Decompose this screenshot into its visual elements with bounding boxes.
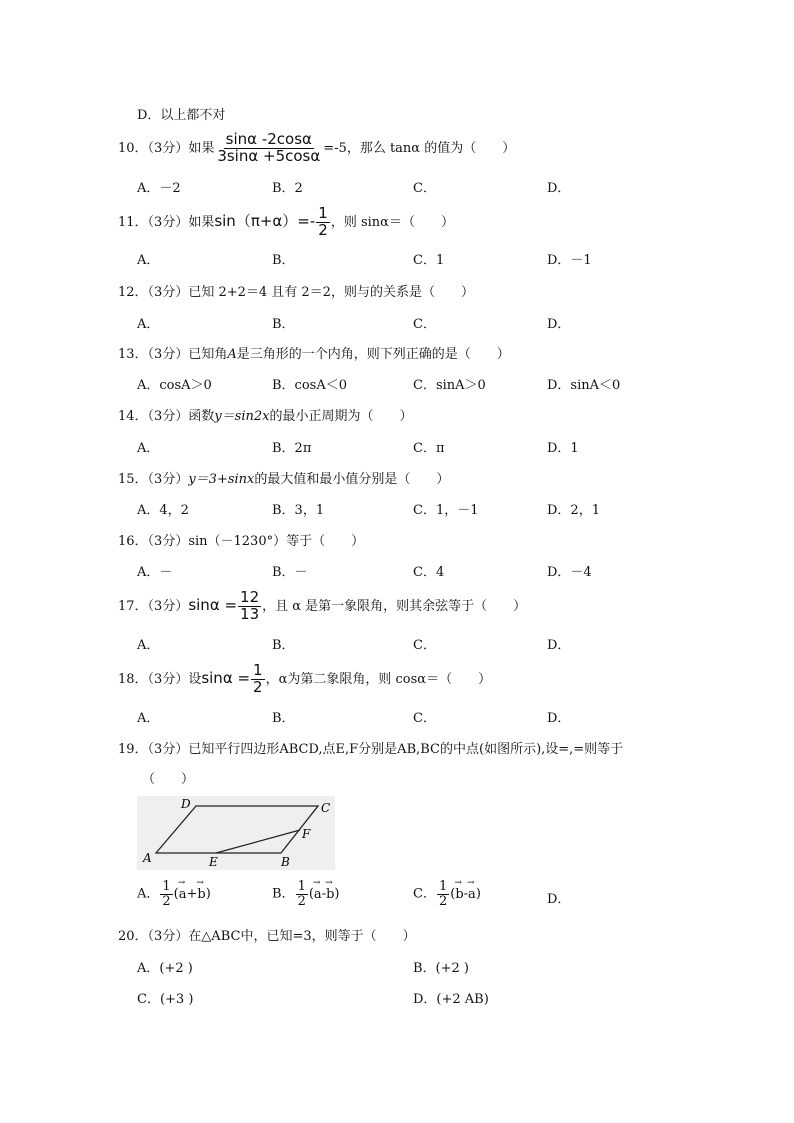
q15-suffix: 的最大值和最小值分别是（ ） — [254, 472, 450, 487]
q11-frac-num: 1 — [318, 204, 328, 222]
q11-option-c: C．1 — [413, 253, 445, 268]
q17-frac-num: 12 — [240, 588, 260, 606]
question-14 — [118, 405, 413, 424]
q19-b-vec1: → a — [314, 887, 322, 902]
question-20: 20．（3分）在△ABC中，已知=3，则等于（ ） — [118, 929, 416, 944]
q11-prefix: 11．（3分）如果 — [118, 214, 215, 230]
q11-expr: sin（π+α）=- — [214, 211, 316, 230]
question-18 — [118, 663, 491, 696]
q13-suffix: 是三角形的一个内角，则下列正确的是（ ） — [236, 347, 510, 362]
q19-option-c-frac — [437, 880, 449, 908]
q16-option-a: A．－ — [137, 565, 173, 580]
q12-option-b: B． — [272, 317, 295, 332]
q19-option-d: D． — [547, 892, 571, 907]
q19-c-frac-den: 2 — [438, 893, 448, 909]
q17-option-c: C． — [413, 638, 436, 653]
q18-fraction — [251, 663, 265, 696]
q13-option-b: B．cosA＜0 — [272, 378, 347, 393]
q18-prefix: 18．（3分）设 — [118, 671, 202, 687]
q17-prefix: 17．（3分） — [118, 598, 189, 614]
q10-option-d: D． — [547, 181, 571, 196]
q19-a-frac-den: 2 — [162, 893, 171, 909]
q13-option-a: A．cosA＞0 — [137, 378, 212, 393]
q14-prefix: 14．（3分）函数 — [118, 409, 215, 424]
q18-option-d: D． — [547, 711, 571, 726]
q19-b-paren-open: ( — [308, 886, 314, 902]
q12-option-d: D． — [547, 317, 571, 332]
question-11 — [118, 206, 454, 239]
q11-frac-den: 2 — [318, 220, 328, 239]
q12-option-c: C． — [413, 317, 436, 332]
parallelogram-diagram — [137, 796, 335, 870]
question-19: 19．（3分）已知平行四边形ABCD,点E,F分别是AB,BC的中点(如图所示),设=,=则等于 — [118, 742, 624, 757]
question-13 — [118, 343, 510, 362]
label-c: C — [321, 801, 331, 815]
q11-option-b: B． — [272, 253, 295, 268]
q19-a-op: + — [186, 886, 198, 902]
q14-option-b: B．2π — [272, 441, 312, 456]
q19-b-vec2: → b — [326, 887, 334, 902]
q19-option-b-frac — [296, 880, 308, 908]
q17-option-a: A． — [137, 638, 160, 653]
q10-eq: =-5 — [323, 140, 347, 156]
label-b: B — [281, 855, 290, 869]
question-10 — [118, 132, 515, 165]
q11-fraction — [316, 206, 330, 239]
q10-frac-den: 3sinα +5cosα — [217, 146, 321, 165]
q16-option-b: B．－ — [272, 565, 308, 580]
q13-var: A — [227, 347, 237, 362]
label-f: F — [302, 827, 311, 841]
q19-option-a — [137, 880, 211, 908]
label-a: A — [143, 851, 152, 865]
q20-option-d: D．(+2 AB) — [413, 992, 489, 1007]
q19-c-vec2: → a — [468, 887, 476, 902]
q13-option-d: D．sinA＜0 — [547, 378, 621, 393]
q19-option-c — [413, 880, 481, 908]
q17-suffix: ，且 α 是第一象限角，则其余弦等于（ ） — [262, 598, 527, 614]
q19-a-paren-close: ) — [205, 886, 211, 902]
q15-option-a: A．4，2 — [137, 503, 189, 518]
q19-c-paren-close: ) — [475, 886, 481, 902]
q10-prefix: 10．（3分）如果 — [118, 140, 215, 156]
q19-b-frac-den: 2 — [297, 893, 306, 909]
q14-expr: y＝sin2x — [214, 409, 270, 424]
q17-frac-den: 13 — [240, 604, 260, 623]
q11-suffix: ，则 sinα＝（ ） — [330, 214, 454, 230]
q20-option-c: C．(+3 ) — [137, 992, 194, 1007]
q17-option-b: B． — [272, 638, 295, 653]
q9-option-d: D．以上都不对 — [137, 108, 226, 123]
q19-b-op: - — [321, 886, 327, 902]
q13-option-c: C．sinA＞0 — [413, 378, 486, 393]
q19-a-vec2: → b — [197, 887, 205, 902]
q14-option-c: C．π — [413, 441, 445, 456]
q18-option-a: A． — [137, 711, 160, 726]
q10-option-b: B．2 — [272, 181, 303, 196]
q10-option-a: A．－2 — [137, 181, 181, 196]
label-e: E — [209, 855, 218, 869]
q16-option-c: C．4 — [413, 565, 445, 580]
q19-c-frac-num: 1 — [438, 879, 448, 894]
q19-c-op: - — [463, 886, 469, 902]
q15-option-b: B．3，1 — [272, 503, 325, 518]
q10-fraction — [215, 132, 322, 165]
q18-expr: sinα = — [201, 668, 251, 687]
q18-frac-den: 2 — [253, 677, 263, 696]
q17-option-d: D． — [547, 638, 571, 653]
q10-option-c: C． — [413, 181, 436, 196]
q11-option-d: D．－1 — [547, 253, 592, 268]
q11-option-a: A． — [137, 253, 160, 268]
q19-b-paren-close: ) — [334, 886, 340, 902]
question-15 — [118, 468, 449, 487]
q13-prefix: 13．（3分）已知角 — [118, 347, 228, 362]
parallelogram-figure — [137, 796, 335, 870]
q12-option-a: A． — [137, 317, 160, 332]
q18-option-c: C． — [413, 711, 436, 726]
q18-option-b: B． — [272, 711, 295, 726]
q10-suffix: ，那么 tanα 的值为（ ） — [346, 140, 516, 156]
q19-c-paren-open: ( — [450, 886, 456, 902]
q20-option-a: A．(+2 ) — [137, 961, 193, 976]
q16-option-d: D．－4 — [547, 565, 592, 580]
q15-option-d: D．2，1 — [547, 503, 600, 518]
q10-frac-num: sinα -2cosα — [225, 130, 312, 148]
question-16: 16．（3分）sin（－1230°）等于（ ） — [118, 534, 365, 549]
q14-option-a: A． — [137, 441, 160, 456]
q20-option-b: B．(+2 ) — [413, 961, 469, 976]
q19-option-b — [272, 880, 340, 908]
q19-a-frac-num: 1 — [162, 879, 171, 894]
q17-fraction — [238, 590, 261, 623]
q19-b-frac-num: 1 — [297, 879, 306, 894]
q18-frac-num: 1 — [253, 661, 263, 679]
q15-expr: y＝3+sinx — [188, 472, 255, 487]
question-17 — [118, 590, 526, 623]
q14-suffix: 的最小正周期为（ ） — [269, 409, 413, 424]
q18-suffix: ，α为第二象限角，则 cosα＝（ ） — [265, 671, 492, 687]
q15-prefix: 15．（3分） — [118, 472, 189, 487]
q19-option-b-label: B． — [272, 886, 295, 902]
q19-paren: （ ） — [142, 772, 195, 787]
q19-option-a-label: A． — [137, 886, 160, 902]
q19-a-paren-open: ( — [173, 886, 179, 902]
q15-option-c: C．1，－1 — [413, 503, 479, 518]
q19-c-vec1: → b — [455, 887, 463, 902]
question-12: 12．（3分）已知 2+2＝4 且有 2＝2，则与的关系是（ ） — [118, 285, 474, 300]
q14-option-d: D．1 — [547, 441, 579, 456]
label-d: D — [181, 797, 191, 811]
q17-expr: sinα = — [188, 595, 238, 614]
q19-option-a-frac — [160, 880, 172, 908]
q19-a-vec1: → a — [179, 887, 187, 902]
q19-option-c-label: C． — [413, 886, 436, 902]
